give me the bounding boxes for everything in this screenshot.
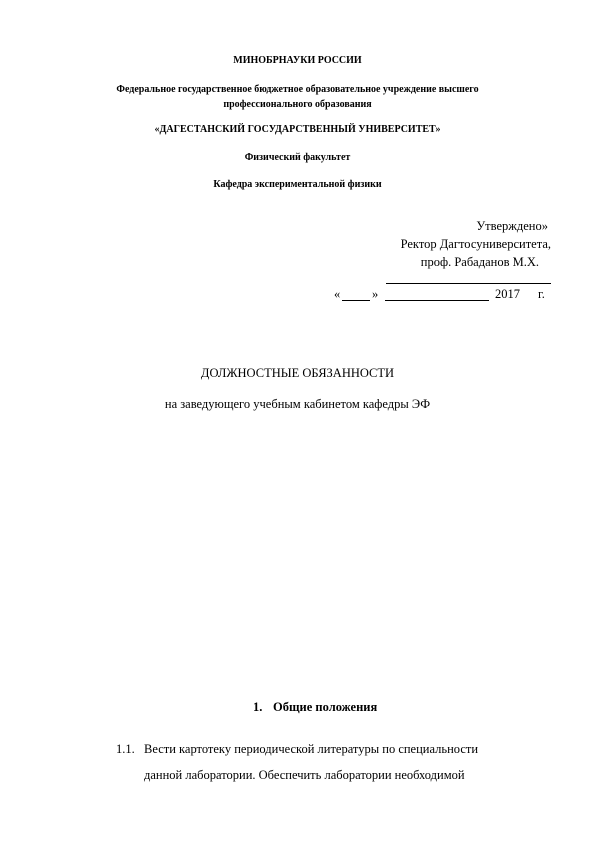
institution-line-1: Федеральное государственное бюджетное образовательное учреждение высшего: [116, 84, 479, 95]
month-blank: [385, 300, 489, 301]
section-heading: Общие положения: [273, 700, 378, 714]
item-number: 1.1.: [116, 742, 135, 756]
document-subtitle: на заведующего учебным кабинетом кафедры ЭФ: [164, 397, 431, 411]
document-title: ДОЛЖНОСТНЫЕ ОБЯЗАННОСТИ: [200, 366, 395, 380]
year-suffix: г.: [538, 287, 545, 301]
approver-position: Ректор Дагтосуниверситета,: [400, 237, 551, 251]
signature-line: [386, 283, 551, 284]
ministry-heading: МИНОБРНАУКИ РОССИИ: [233, 55, 362, 66]
date-close-quote: »: [372, 287, 379, 301]
department-name: Кафедра экспериментальной физики: [213, 179, 382, 190]
approval-year: 2017: [495, 287, 520, 301]
approver-name: проф. Рабаданов М.Х.: [420, 255, 539, 269]
date-open-quote: «: [334, 287, 341, 301]
day-blank: [342, 300, 370, 301]
faculty-name: Физический факультет: [244, 152, 351, 163]
item-text-line-1: Вести картотеку периодической литературы по специальности: [144, 742, 479, 756]
approval-label: Утверждено»: [476, 219, 548, 233]
institution-line-2: профессионального образования: [223, 99, 372, 110]
university-name: «ДАГЕСТАНСКИЙ ГОСУДАРСТВЕННЫЙ УНИВЕРСИТЕТ»: [154, 124, 441, 135]
section-number: 1.: [253, 700, 263, 714]
item-text-line-2: данной лаборатории. Обеспечить лаборатории необходимой: [144, 768, 465, 782]
